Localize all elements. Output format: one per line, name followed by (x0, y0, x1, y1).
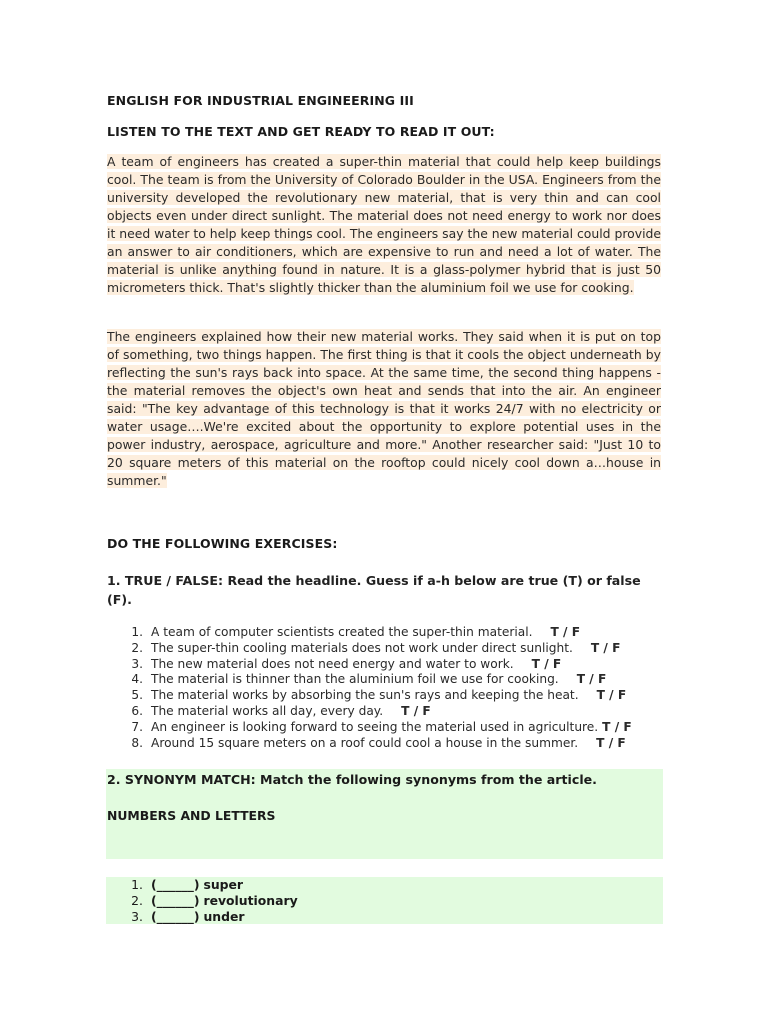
list-item-text: A team of computer scientists created the super-thin material. (151, 625, 533, 639)
list-item-text: The material is thinner than the aluminium foil we use for cooking. (151, 672, 559, 687)
list-item-number: 3. (131, 909, 143, 924)
list-item-number: 2. (131, 893, 143, 908)
reading-paragraph-2-text: The engineers explained how their new material works. They said when it is put on top of something, two things happen. The first thing is that it cools the object underneath by reflecting the sun's rays back into space. At the same time, the second thing happens - the material removes the object's own heat and sends that into the air. An engineer said: "The key advantage of this technology is that it works 24/7 with no electricity or water usage….We're excited about the opportunity to explore potential uses in the power industry, aerospace, agriculture and more." Another researcher said: "Just 10 to 20 square meters of this material on the rooftop could nicely cool down a…house in summer." (107, 329, 661, 488)
true-false-mark: T / F (576, 672, 607, 687)
listen-heading: LISTEN TO THE TEXT AND GET READY TO READ IT OUT: (107, 124, 495, 139)
list-item-number: 8. (131, 735, 143, 750)
reading-paragraph-1 (107, 153, 661, 297)
list-item-number: 5. (131, 688, 143, 703)
synonym-match-box (106, 769, 663, 859)
list-item-number: 4. (131, 672, 143, 687)
true-false-mark: T / F (596, 688, 627, 703)
synonym-word: super (203, 877, 244, 892)
answer-blank: (______) (151, 909, 200, 924)
exercises-heading: DO THE FOLLOWING EXERCISES: (107, 536, 338, 551)
true-false-mark: T / F (590, 640, 621, 655)
list-item (107, 736, 667, 752)
answer-blank: (______) (151, 893, 200, 908)
synonym-word: revolutionary (203, 893, 298, 908)
list-item-text: The super-thin cooling materials does not work under direct sunlight. (151, 640, 573, 655)
synonym-list-box (106, 877, 663, 924)
true-false-mark: T / F (596, 735, 626, 750)
reading-paragraph-2 (107, 328, 661, 490)
list-item (106, 909, 663, 925)
list-item-text: The material works all day, every day. (151, 703, 384, 718)
true-false-mark: T / F (550, 625, 581, 639)
list-item-number: 2. (131, 640, 143, 655)
list-item-number: 7. (131, 719, 143, 734)
list-item (106, 877, 663, 893)
list-item-number: 1. (131, 877, 143, 892)
exercise-2-title: 2. SYNONYM MATCH: Match the following synonyms from the article. (107, 772, 597, 787)
synonym-word: under (203, 909, 245, 924)
list-item (107, 688, 667, 704)
list-item-text: The material works by absorbing the sun's rays and keeping the heat. (151, 688, 579, 703)
list-item-text: The new material does not need energy and water to work. (151, 656, 514, 671)
list-item (107, 641, 667, 657)
exercise-2-subtitle: NUMBERS AND LETTERS (107, 808, 276, 823)
synonym-list (106, 877, 663, 925)
course-title: ENGLISH FOR INDUSTRIAL ENGINEERING III (107, 93, 414, 108)
list-item-number: 6. (131, 703, 143, 718)
true-false-mark: T / F (401, 703, 431, 718)
list-item-number: 1. (131, 625, 143, 639)
list-item (107, 625, 667, 641)
true-false-list (107, 625, 667, 751)
list-item (107, 672, 667, 688)
exercise-1-title: 1. TRUE / FALSE: Read the headline. Guess if a-h below are true (T) or false (F). (107, 573, 641, 607)
list-item (107, 657, 667, 673)
answer-blank: (______) (151, 877, 200, 892)
true-false-mark: T / F (602, 719, 632, 734)
list-item (106, 893, 663, 909)
list-item-number: 3. (131, 656, 143, 671)
list-item (107, 720, 667, 736)
list-item-text: Around 15 square meters on a roof could cool a house in the summer. (151, 735, 579, 750)
true-false-mark: T / F (531, 656, 562, 671)
reading-paragraph-1-text: A team of engineers has created a super-thin material that could help keep buildings cool. The team is from the University of Colorado Boulder in the USA. Engineers from the university developed the revolutionary new material, that is very thin and can cool objects even under direct sunlight. The material does not need energy to work nor does it need water to help keep things cool. The engineers say the new material could provide an answer to air conditioners, which are expensive to run and need a lot of water. The material is unlike anything found in nature. It is a glass-polymer hybrid that is just 50 micrometers thick. That's slightly thicker than the aluminium foil we use for cooking. (107, 154, 662, 295)
list-item (107, 704, 667, 720)
list-item-text: An engineer is looking forward to seeing the material used in agriculture. (151, 719, 599, 734)
